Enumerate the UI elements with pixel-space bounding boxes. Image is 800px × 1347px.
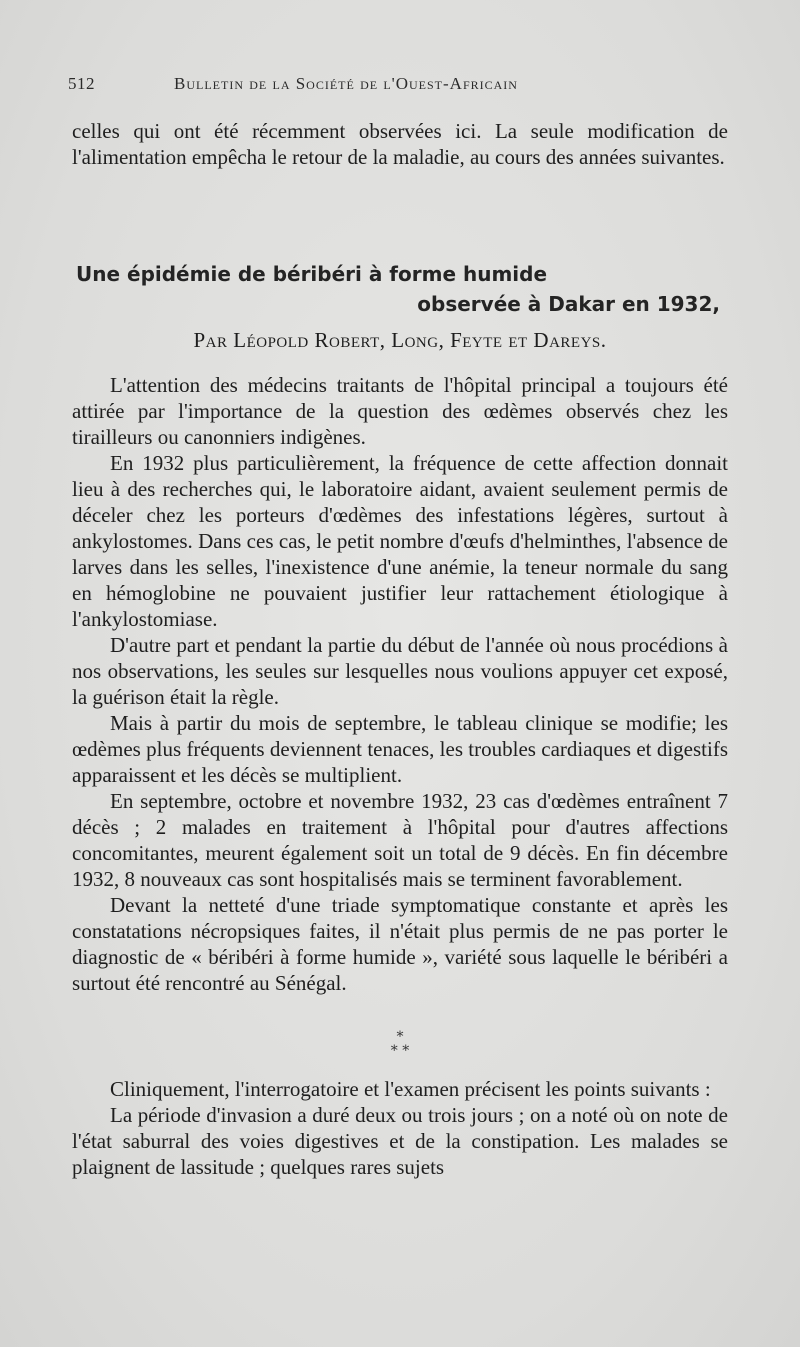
separator-asterisk-top: *: [396, 1029, 404, 1045]
page-number: 512: [68, 74, 95, 93]
paragraph: En 1932 plus particulièrement, la fréquence de cette affection donnait lieu à des recherches qui, le laboratoire aidant, avaient seulement permis de déceler chez les porteurs d'œdèmes des infestations légères, surtout à ankylostomes. Dans ces cas, le petit nombre d'œufs d'helminthes, l'absence de larves dans les selles, l'inexistence d'une anémie, la teneur normale du sang en hémoglobine ne pouvaient justifier leur rattachement étiologique à l'ankylostomiase.: [72, 451, 728, 631]
article-title-line2: observée à Dakar en 1932,: [417, 292, 720, 316]
paragraph: L'attention des médecins traitants de l'hôpital principal a toujours été attirée par l'importance de la question des œdèmes observés chez les tirailleurs ou canonniers indigènes.: [72, 373, 728, 449]
page-header: [68, 74, 728, 98]
running-title: Bulletin de la Société de l'Ouest-Africain: [174, 74, 518, 93]
paragraph: Devant la netteté d'une triade symptomatique constante et après les constatations nécropsiques faites, il n'était plus permis de ne pas porter le diagnostic de « béribéri à forme humide », variété sous laquelle le béribéri a surtout été rencontré au Sénégal.: [72, 893, 728, 995]
paragraph: Cliniquement, l'interrogatoire et l'examen précisent les points suivants :: [110, 1077, 711, 1101]
section-separator: [380, 1030, 420, 1060]
paragraph: En septembre, octobre et novembre 1932, 23 cas d'œdèmes entraînent 7 décès ; 2 malades en traitement à l'hôpital pour d'autres affections concomitantes, meurent également soit un total de 9 décès. En fin décembre 1932, 8 nouveaux cas sont hospitalisés mais se terminent favorablement.: [72, 789, 728, 891]
article-authors: Par Léopold Robert, Long, Feyte et Dareys.: [193, 328, 607, 352]
article-body-continued: [72, 1076, 728, 1180]
paragraph: Mais à partir du mois de septembre, le tableau clinique se modifie; les œdèmes plus fréquents deviennent tenaces, les troubles cardiaques et digestifs apparaissent et les décès se multiplient.: [72, 711, 728, 787]
article-title: [76, 262, 726, 316]
article-body: [72, 372, 728, 996]
paragraph: La période d'invasion a duré deux ou trois jours ; on a noté où on note de l'état saburral des voies digestives et de la constipation. Les malades se plaignent de lassitude ; quelques rares sujets: [72, 1103, 728, 1179]
paragraph: D'autre part et pendant la partie du début de l'année où nous procédions à nos observations, les seules sur lesquelles nous voulions appuyer cet exposé, la guérison était la règle.: [72, 633, 728, 709]
article-title-line1: Une épidémie de béribéri à forme humide: [76, 262, 548, 286]
separator-asterisks-bottom: * *: [390, 1043, 410, 1059]
intro-paragraph: celles qui ont été récemment observées ici. La seule modification de l'alimentation empêcha le retour de la maladie, au cours des années suivantes.: [72, 119, 728, 169]
